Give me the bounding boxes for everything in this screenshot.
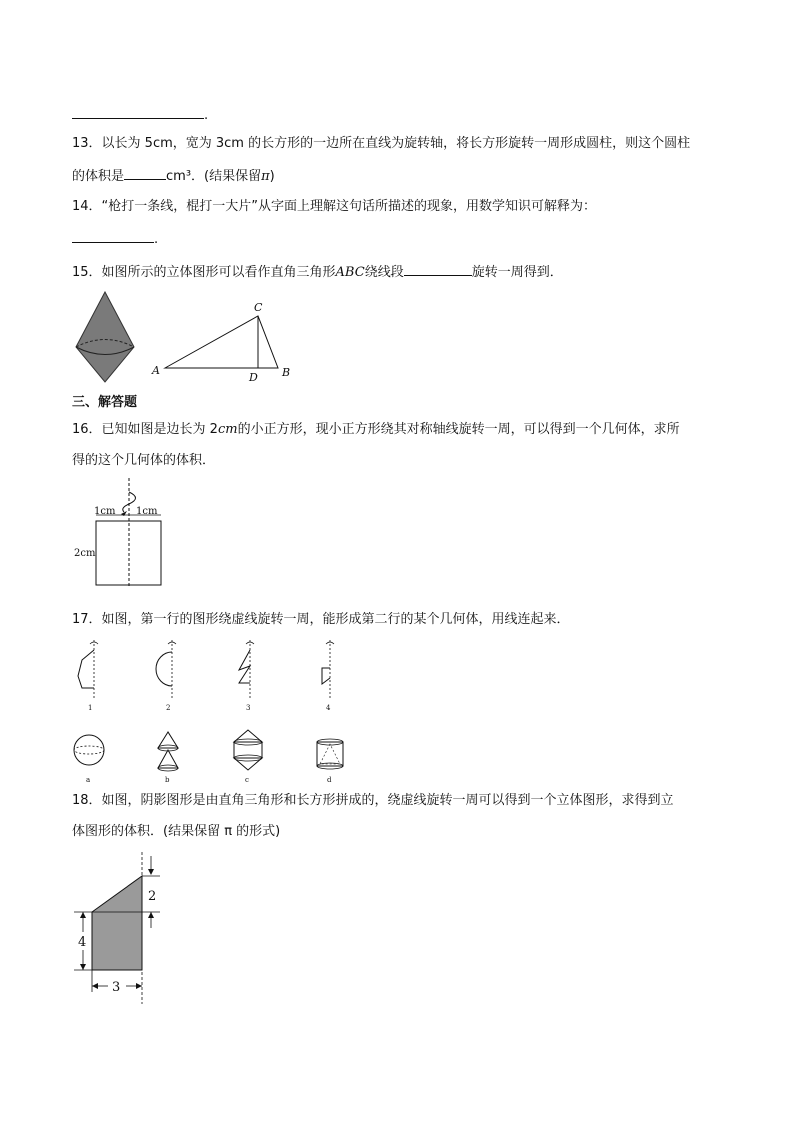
q17-line1: 17．如图，第一行的图形绕虚线旋转一周，能形成第二行的某个几何体，用线连起来． bbox=[72, 612, 570, 627]
dim-2: 2 bbox=[148, 889, 157, 904]
shape-4[interactable] bbox=[322, 640, 334, 698]
label-D: D bbox=[249, 371, 258, 384]
q13-answer-blank[interactable] bbox=[124, 165, 166, 180]
double-cone-figure bbox=[72, 292, 142, 384]
section-heading: 三、解答题 bbox=[72, 395, 138, 410]
solid-b-double-cone[interactable] bbox=[158, 732, 178, 771]
q17-top-row-shapes bbox=[72, 638, 372, 713]
top-answer-line: . bbox=[72, 104, 208, 125]
label-d: d bbox=[327, 776, 332, 784]
label-C: C bbox=[254, 301, 263, 314]
right-triangle-abc-figure bbox=[148, 300, 298, 384]
dim-side-2cm: 2cm bbox=[74, 548, 96, 559]
q16-line2: 得的这个几何体的体积． bbox=[72, 453, 216, 468]
label-A: A bbox=[152, 364, 160, 377]
q17-bottom-row-solids bbox=[72, 730, 372, 786]
dim-3: 3 bbox=[112, 980, 121, 995]
label-4: 4 bbox=[326, 704, 331, 712]
q14-line1: 14．“枪打一条线，棍打一大片”从字面上理解这句话所描述的现象，用数学知识可解释为： bbox=[72, 199, 597, 214]
label-B: B bbox=[282, 366, 291, 379]
q15-line: 15．如图所示的立体图形可以看作直角三角形ABC绕线段 旋转一周得到． bbox=[72, 261, 563, 282]
square-rotation-figure bbox=[72, 478, 172, 588]
solid-d-cylinder[interactable] bbox=[317, 739, 343, 769]
shape-3[interactable] bbox=[239, 640, 254, 698]
dim-left-1cm: 1cm bbox=[94, 506, 116, 517]
q13-line2: 的体积是 cm³．(结果保留π) bbox=[72, 165, 275, 186]
q18-line2: 体图形的体积．(结果保留 π 的形式) bbox=[72, 824, 281, 839]
label-2: 2 bbox=[166, 704, 171, 712]
label-1: 1 bbox=[88, 704, 93, 712]
solid-c-cylinder-cones[interactable] bbox=[234, 730, 262, 770]
label-3: 3 bbox=[246, 704, 251, 712]
label-a: a bbox=[86, 776, 91, 784]
answer-blank[interactable] bbox=[72, 104, 204, 119]
q13-line1: 13．以长为 5cm，宽为 3cm 的长方形的一边所在直线为旋转轴，将长方形旋转一周形成圆柱，则这个圆柱 bbox=[72, 136, 691, 151]
dim-4: 4 bbox=[78, 935, 87, 950]
q14-answer-blank[interactable] bbox=[72, 228, 154, 243]
shape-2[interactable] bbox=[156, 640, 176, 698]
q18-line1: 18．如图，阴影图形是由直角三角形和长方形拼成的，绕虚线旋转一周可以得到一个立体图形，求得到立 bbox=[72, 793, 674, 808]
q14-line2: . bbox=[72, 228, 158, 249]
shaded-figure-q18 bbox=[72, 852, 182, 1012]
label-c: c bbox=[245, 776, 249, 784]
dim-right-1cm: 1cm bbox=[136, 506, 158, 517]
label-b: b bbox=[165, 776, 170, 784]
shape-1[interactable] bbox=[78, 640, 98, 698]
q16-line1: 16．已知如图是边长为 2cm的小正方形，现小正方形绕其对称轴线旋转一周，可以得到一个几何体，求所 bbox=[72, 422, 680, 437]
q15-answer-blank[interactable] bbox=[404, 261, 472, 276]
solid-a-sphere[interactable] bbox=[74, 735, 104, 765]
